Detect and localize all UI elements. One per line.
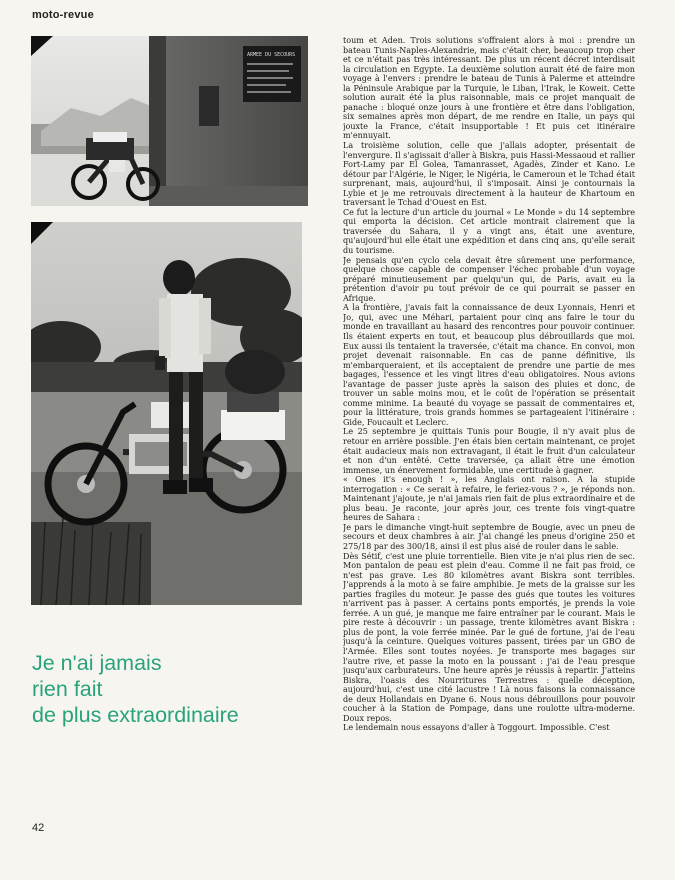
- photo-motorcycle-by-wall: [31, 36, 308, 206]
- article-paragraph: Je pars le dimanche vingt-huit septembre de Bougie, avec un pneu de secours et deux chambres à air. J'ai changé les pneus d'origine 250 et 275/18 par des 300/18, ainsi il est plus aisé de rouler dans le sable.: [343, 522, 635, 551]
- headline-line-3: de plus extraordinaire: [32, 703, 239, 727]
- article-paragraph: Ce fut la lecture d'un article du journal « Le Monde » du 14 septembre qui emporta la décision. Cet article montrait clairement que la traversée du Sahara, il y a vingt ans, était une aventure, qu'aujourd'hui elle était une expédition et dans cinq ans, qu'elle serait du tourisme.: [343, 207, 635, 256]
- article-paragraph: Le lendemain nous essayons d'aller à Toggourt. Impossible. C'est: [343, 723, 610, 733]
- article-paragraph: toum et Aden. Trois solutions s'offraient alors à moi : prendre un bateau Tunis-Naples-Alexandrie, mais c'était cher, beaucoup trop cher et ce n'était pas très intéressant. De plus un récent décret interdisait la circulation en Egypte. La deuxième solution aurait été de faire mon voyage à l'envers : prendre le bateau de Tunis à Palerme et atteindre la Péninsule Arabique par la Turquie, le Liban, l'Irak, le Koweit. Cette solution aurait été la plus raisonnable, mais ce projet manquait de panache : bloqué onze jours à une frontière et être dans l'obligation, six semaines après mon départ, de me rendre en Italie, un pays qui jouxte la France, c'était insupportable ! Et puis cet itinéraire m'ennuyait.: [343, 36, 635, 141]
- article-paragraph: A la frontière, j'avais fait la connaissance de deux Lyonnais, Henri et Jo, qui, avec une Méhari, partaient pour cinq ans faire le tour du monde en travaillant au hasard des rencontres pour pouvoir continuer. Ils étaient experts en tout, et beaucoup plus débrouillards que moi. Eux aussi ils tentaient la traversée, c'était ma chance. En convoi, mon projet devenait raisonnable. En cas de panne définitive, ils m'embarqueraient, et ils acceptaient de prendre une partie de mes bagages, l'essence et les vingt litres d'eau obligatoires. Nous avions l'avantage de passer juste après la saison des pluies et donc, de trouver un sable moins mou, et le coût de l'opération se présentait comme minime. La beauté du voyage se passait de commentaires et, pour la littérature, trois grands hommes se partageaient l'itinéraire : Gide, Foucault et Leclerc.: [343, 303, 635, 427]
- sign-text: ARMEE DU SECOURS: [247, 52, 296, 58]
- section-header: moto-revue: [32, 9, 94, 21]
- article-paragraph: La troisième solution, celle que j'allais adopter, présentait de l'envergure. Il s'agissait d'aller à Biskra, puis Hassi-Messaoud et rallier Fort-Lamy par El Golea, Tamanrasset, Agadès, Zinder et Kano. Le détour par l'Algérie, le Niger, le Nigéria, le Cameroun et le Tchad était surprenant, mais, aujourd'hui, il s'imposait. Ainsi je contournais la Lybie et je me retrouvais directement à la hauteur de Khartoum en traversant le Tchad d'Ouest en Est.: [343, 141, 635, 208]
- photo-rider-with-motorcycle: [31, 222, 302, 605]
- article-paragraph: Je pensais qu'en cyclo cela devait être sûrement une performance, quelque chose capable de compenser l'échec probable d'un voyage préparé minutieusement par quelqu'un qui, de Paris, avait eu la prétention d'avoir pu tout prévoir de ce qui pourrait se passer en Afrique.: [343, 255, 635, 303]
- article-paragraph: « Ones it's enough ! », les Anglais ont raison. A la stupide interrogation : « Ce serait à refaire, le feriez-vous ? », je réponds non. Maintenant j'ajoute, je n'ai jamais rien fait de plus extraordinaire et de plus beau. Je raconte, jour après jour, ces trente fois vingt-quatre heures de Sahara :: [343, 475, 635, 523]
- headline-line-1: Je n'ai jamais: [32, 651, 162, 675]
- article-body: [343, 36, 635, 872]
- article-paragraph: Dès Sétif, c'est une pluie torrentielle. Bien vite je n'ai plus rien de sec. Mon pantalon de peau est plein d'eau. Comme il ne fait pas froid, ce n'est pas grave. Les 80 kilomètres avant Biskra sont terribles. J'apprends à la moto à se faire amphibie. Je mets de la graisse sur les parties fragiles du moteur. Je passe des gués que toutes les voitures n'arrivent pas à passer. A certains ponts emportés, je prends la voie ferrée. A un gué, je manque me faire entraîner par le courant. Mais le pire reste à découvrir : un passage, trente kilomètres avant Biskra : plus de pont, la voie ferrée minée. Par le gué de fortune, j'ai de l'eau jusqu'à la ceinture. Quelques voitures passent, tirées par un GBO de l'Armée. Elles sont toutes noyées. Je transporte mes bagages sur l'autre rive, et passe la moto en la poussant : j'ai de l'eau presque jusqu'aux carburateurs. Une heure après je réussis à repartir. J'atteins Biskra, l'oasis des Nourritures Terrestres : quelle déception, aujourd'hui, c'est une cité lacustre ! Là nous faisons la connaissance de deux Hollandais en Dyane 6. Nous nous débrouillons pour pouvoir coucher à la Station de Pompage, dans une roulotte ultra-moderne. Doux repos.: [343, 551, 635, 723]
- photo-motorcycle-by-wall-image: [31, 36, 308, 206]
- headline-line-2: rien fait: [32, 677, 103, 701]
- page-number: 42: [32, 822, 45, 834]
- photo-rider-with-motorcycle-image: [31, 222, 302, 605]
- headline: [32, 650, 312, 728]
- article-paragraph: Le 25 septembre je quittais Tunis pour Bougie, il n'y avait plus de retour en arrière possible. J'en étais bien certain maintenant, ce projet était audacieux mais non extravagant, il était le fruit d'un calculateur et non d'un entêté. Cette traversée, ça allait être une émotion immense, un énervement formidable, une certitude à gagner.: [343, 427, 635, 475]
